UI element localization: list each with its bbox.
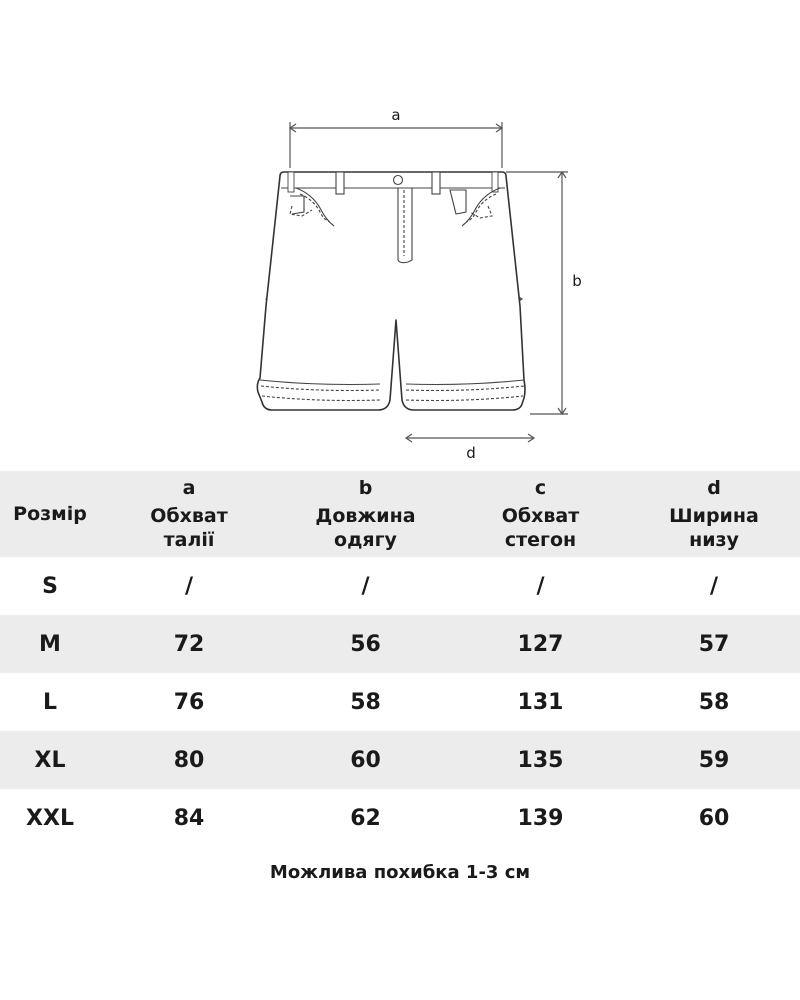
header-hips-line2: стегон bbox=[504, 529, 577, 551]
header-size bbox=[0, 471, 100, 557]
table-cell-length: 56 bbox=[350, 631, 381, 657]
table-cell-leg-width: 60 bbox=[698, 805, 730, 831]
tolerance-note: Можлива похибка 1-3 см bbox=[269, 862, 531, 883]
header-waist-line1: Обхват bbox=[150, 505, 228, 527]
size-table bbox=[0, 471, 800, 847]
table-cell-hips: 135 bbox=[517, 747, 564, 773]
dimension-a bbox=[290, 122, 502, 168]
table-cell-hips: 139 bbox=[517, 805, 564, 831]
table-cell-leg-width: / bbox=[709, 573, 719, 599]
header-hips-line1: Обхват bbox=[501, 505, 580, 527]
table-cell-waist: 84 bbox=[173, 805, 205, 831]
table-cell-length: 58 bbox=[350, 689, 381, 715]
table-cell-length: / bbox=[361, 573, 370, 599]
table-cell-waist: / bbox=[184, 573, 194, 599]
shorts-diagram bbox=[0, 0, 800, 470]
table-cell-waist: 80 bbox=[173, 747, 205, 773]
shorts-outline bbox=[257, 172, 525, 410]
table-row bbox=[0, 731, 800, 789]
header-length-line2: одягу bbox=[334, 529, 397, 551]
header-waist-letter: a bbox=[182, 477, 196, 499]
table-cell-size: L bbox=[42, 689, 58, 715]
table-header-row bbox=[0, 471, 800, 557]
header-length-letter: b bbox=[358, 477, 373, 499]
table-row bbox=[0, 673, 800, 731]
table-cell-size: S bbox=[42, 573, 58, 599]
dimension-d-label: d bbox=[466, 444, 476, 462]
header-waist-line2: талії bbox=[163, 529, 215, 551]
shorts-diagram-svg bbox=[0, 0, 800, 470]
header-leg-width-letter: d bbox=[707, 477, 721, 499]
table-cell-hips: 127 bbox=[517, 631, 564, 657]
table-cell-hips: 131 bbox=[517, 689, 564, 715]
table-cell-leg-width: 58 bbox=[698, 689, 730, 715]
header-waist bbox=[100, 471, 278, 557]
table-cell-size: M bbox=[39, 631, 61, 657]
table-cell-length: 60 bbox=[350, 747, 381, 773]
header-hips-letter: c bbox=[534, 477, 547, 499]
header-length-line1: Довжина bbox=[315, 505, 416, 527]
dimension-d bbox=[406, 434, 534, 442]
header-length bbox=[278, 471, 453, 557]
header-leg-width-line1: Ширина bbox=[669, 505, 759, 527]
header-hips bbox=[453, 471, 628, 557]
header-leg-width bbox=[628, 471, 800, 557]
table-cell-leg-width: 59 bbox=[698, 747, 730, 773]
table-cell-size: XXL bbox=[26, 805, 74, 831]
table-cell-leg-width: 57 bbox=[698, 631, 730, 657]
table-row bbox=[0, 615, 800, 673]
table-cell-hips: / bbox=[536, 573, 545, 599]
table-cell-waist: 76 bbox=[173, 689, 205, 715]
table-cell-size: XL bbox=[34, 747, 66, 773]
table-cell-length: 62 bbox=[350, 805, 381, 831]
header-size-label: Розмір bbox=[13, 503, 87, 525]
dimension-b-label: b bbox=[572, 272, 582, 290]
table-cell-waist: 72 bbox=[173, 631, 205, 657]
table-row bbox=[0, 557, 800, 615]
dimension-a-label: a bbox=[391, 106, 401, 124]
header-leg-width-line2: низу bbox=[689, 529, 739, 551]
table-row bbox=[0, 789, 800, 847]
